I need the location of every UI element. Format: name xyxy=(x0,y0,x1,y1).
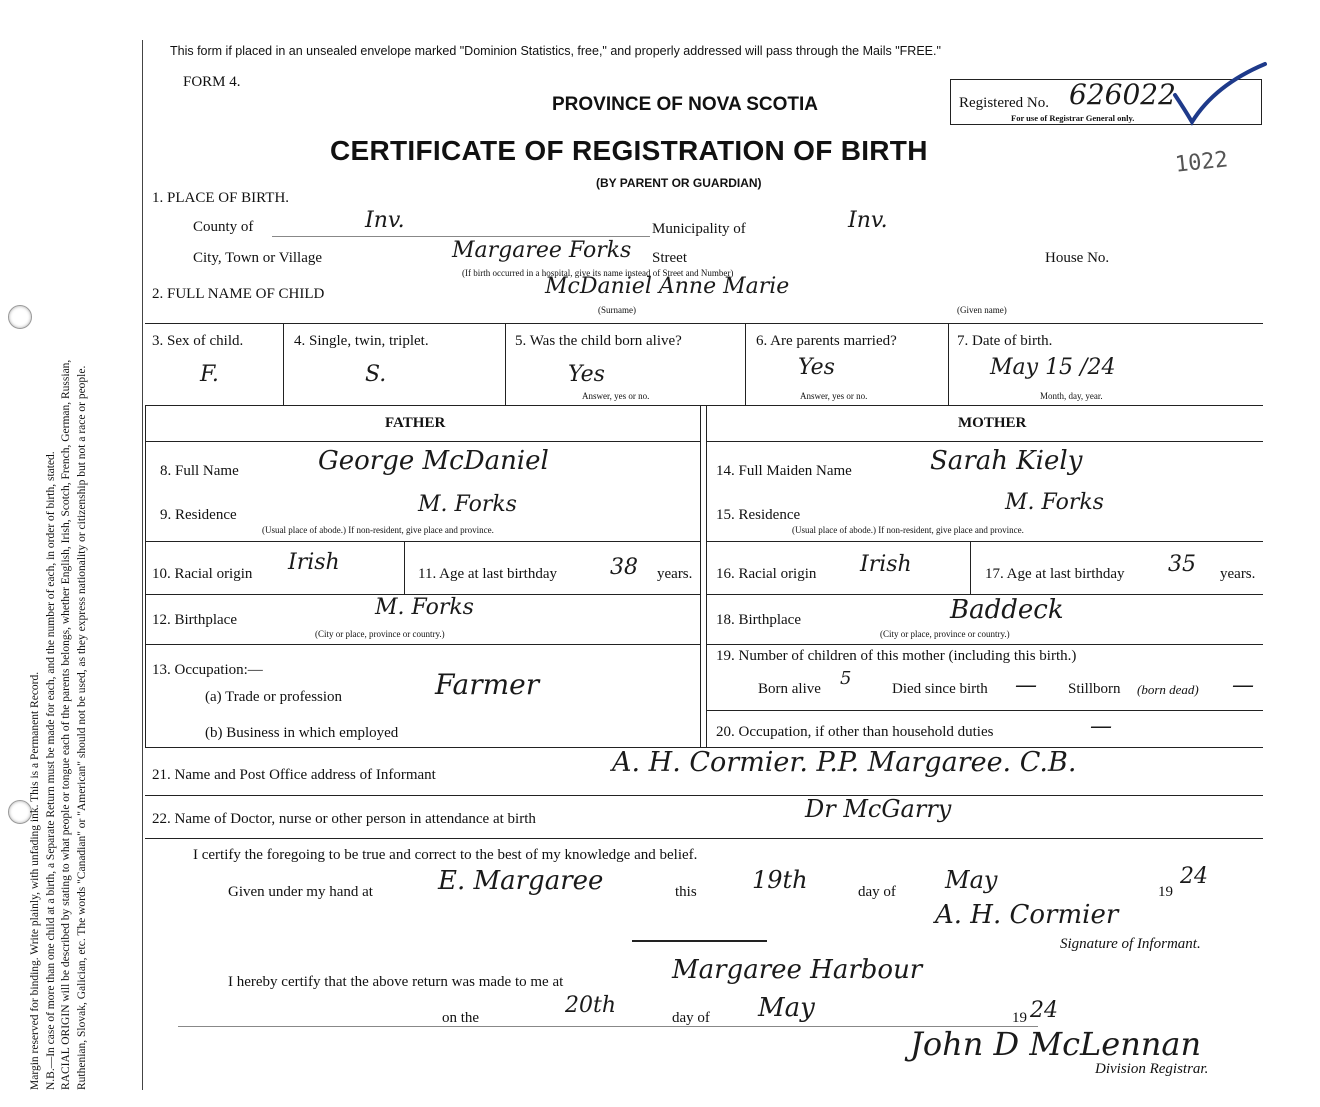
informant-label: 21. Name and Post Office address of Informant xyxy=(152,767,436,783)
father-trade-value: Farmer xyxy=(435,668,540,701)
father-age-value: 38 xyxy=(610,555,638,580)
sex-value: F. xyxy=(200,362,219,387)
doctor-label: 22. Name of Doctor, nurse or other person in attendance at birth xyxy=(152,811,536,827)
mother-name-label: 14. Full Maiden Name xyxy=(716,463,852,479)
side-notes xyxy=(28,50,90,1090)
registrar-year-value: 24 xyxy=(1030,998,1058,1023)
certification-statement: I certify the foregoing to be true and correct to the best of my knowledge and belief. xyxy=(193,847,698,863)
city-label: City, Town or Village xyxy=(193,250,323,266)
dob-label: 7. Date of birth. xyxy=(957,333,1053,349)
dob-value: May 15 /24 xyxy=(990,355,1116,380)
father-birthplace-value: M. Forks xyxy=(375,595,474,620)
signature-of-informant-label: Signature of Informant. xyxy=(1060,936,1201,952)
mother-age-label: 17. Age at last birthday xyxy=(985,566,1125,582)
doctor-value: Dr McGarry xyxy=(805,795,952,823)
given-place-value: E. Margaree xyxy=(438,866,604,896)
father-residence-note: (Usual place of abode.) If non-resident, give place and province. xyxy=(262,525,494,535)
stillborn-label: Stillborn xyxy=(1068,681,1121,697)
informant-signature: A. H. Cormier xyxy=(935,900,1119,930)
father-years-label: years. xyxy=(657,566,693,582)
registrar-signature: John D McLennan xyxy=(910,1025,1202,1063)
registrar-statement: I hereby certify that the above return was made to me at xyxy=(228,974,564,990)
margin-rule xyxy=(142,40,143,1090)
father-name-value: George McDaniel xyxy=(318,446,549,476)
mail-notice: This form if placed in an unsealed envelope marked "Dominion Statistics, free," and properly addressed will pass through the Mails "FREE." xyxy=(170,44,941,58)
given-under-label: Given under my hand at xyxy=(228,884,373,900)
registrar-day-value: 20th xyxy=(565,993,617,1018)
side-note-4: Ruthenian, Slovak, Galician, etc. The words "Canadian" or "American" should not be used, as they express nationality or citizenship but not a race or people. xyxy=(75,365,88,1090)
given-day-value: 19th xyxy=(752,866,808,894)
registrar-use-note: For use of Registrar General only. xyxy=(1011,113,1135,123)
married-note: Answer, yes or no. xyxy=(800,391,868,401)
born-alive-count-label: Born alive xyxy=(758,681,821,697)
municipality-value: Inv. xyxy=(848,208,888,233)
form-number: FORM 4. xyxy=(183,74,241,90)
child-name-label: 2. FULL NAME OF CHILD xyxy=(152,286,325,302)
father-heading: FATHER xyxy=(385,415,446,431)
registered-value: 626022 xyxy=(1069,78,1176,111)
father-name-label: 8. Full Name xyxy=(160,463,239,479)
mother-age-value: 35 xyxy=(1168,552,1196,577)
registrar-year-prefix: 19 xyxy=(1012,1010,1027,1026)
mother-heading: MOTHER xyxy=(958,415,1027,431)
this-label: this xyxy=(675,884,697,900)
father-residence-value: M. Forks xyxy=(418,492,517,517)
stillborn-note: (born dead) xyxy=(1137,682,1199,697)
mother-racial-value: Irish xyxy=(860,552,912,577)
mother-residence-label: 15. Residence xyxy=(716,507,801,523)
certificate-title: CERTIFICATE OF REGISTRATION OF BIRTH xyxy=(330,135,928,166)
died-value: — xyxy=(1015,673,1037,698)
father-age-label: 11. Age at last birthday xyxy=(418,566,557,582)
born-alive-count-value: 5 xyxy=(840,668,852,689)
county-label: County of xyxy=(193,219,254,235)
father-racial-value: Irish xyxy=(288,550,340,575)
surname-note: (Surname) xyxy=(598,305,636,315)
father-residence-label: 9. Residence xyxy=(160,507,237,523)
place-of-birth-heading: 1. PLACE OF BIRTH. xyxy=(152,190,290,206)
side-note-1: Margin reserved for binding. Write plainly, with unfading ink. This is a Permanent Record. xyxy=(29,671,41,1090)
plurality-value: S. xyxy=(365,362,387,387)
given-day-of-label: day of xyxy=(858,884,896,900)
registrar-place-value: Margaree Harbour xyxy=(672,955,923,985)
plurality-label: 4. Single, twin, triplet. xyxy=(294,333,429,349)
mother-children-label: 19. Number of children of this mother (including this birth.) xyxy=(716,648,1077,664)
registrar-on-label: on the xyxy=(442,1010,480,1026)
given-year-prefix: 19 xyxy=(1158,884,1173,900)
mother-name-value: Sarah Kiely xyxy=(930,446,1083,476)
informant-value: A. H. Cormier. P.P. Margaree. C.B. xyxy=(612,747,1077,778)
mother-birthplace-label: 18. Birthplace xyxy=(716,612,801,628)
mother-occupation-value: — xyxy=(1090,714,1112,739)
county-value: Inv. xyxy=(365,208,405,233)
father-birthplace-note: (City or place, province or country.) xyxy=(315,629,445,639)
born-alive-value: Yes xyxy=(568,362,605,387)
hospital-note: (If birth occurred in a hospital, give its name instead of Street and Number) xyxy=(462,268,734,278)
municipality-label: Municipality of xyxy=(652,221,746,237)
side-note-2: N.B.—In case of more than one child at a birth, a Separate Return must be made for each, and the number of each, in order of birth, stated. xyxy=(44,451,57,1090)
father-occupation-label: 13. Occupation:— xyxy=(152,662,263,678)
side-note-3: RACIAL ORIGIN will be described by stating to what people or tongue each of the parents belongs, whether English, Irish, Scotch, French, German, Russian, xyxy=(60,359,72,1090)
division-registrar-label: Division Registrar. xyxy=(1095,1061,1209,1077)
father-trade-label: (a) Trade or profession xyxy=(205,689,343,705)
died-label: Died since birth xyxy=(892,681,988,697)
born-alive-label: 5. Was the child born alive? xyxy=(515,333,682,349)
mother-residence-note: (Usual place of abode.) If non-resident, give place and province. xyxy=(792,525,1024,535)
mother-birthplace-note: (City or place, province or country.) xyxy=(880,629,1010,639)
mother-occupation-label: 20. Occupation, if other than household duties xyxy=(716,724,994,740)
stamp-number: 1022 xyxy=(1173,147,1230,178)
registrar-month-value: May xyxy=(758,993,815,1023)
child-name-value: McDaniel Anne Marie xyxy=(545,274,790,299)
married-label: 6. Are parents married? xyxy=(756,333,897,349)
given-name-note: (Given name) xyxy=(957,305,1007,315)
mother-residence-value: M. Forks xyxy=(1005,490,1104,515)
father-business-label: (b) Business in which employed xyxy=(205,725,399,741)
mother-racial-label: 16. Racial origin xyxy=(716,566,817,582)
given-month-value: May xyxy=(945,866,998,894)
mother-birthplace-value: Baddeck xyxy=(950,595,1064,625)
stillborn-value: — xyxy=(1232,673,1254,698)
registrar-day-of-label: day of xyxy=(672,1010,710,1026)
house-label: House No. xyxy=(1045,250,1110,266)
dob-note: Month, day, year. xyxy=(1040,391,1103,401)
street-label: Street xyxy=(652,250,687,266)
given-year-value: 24 xyxy=(1180,864,1208,889)
married-value: Yes xyxy=(798,355,835,380)
father-racial-label: 10. Racial origin xyxy=(152,566,253,582)
certificate-subtitle: (BY PARENT OR GUARDIAN) xyxy=(596,176,762,190)
province-heading: PROVINCE OF NOVA SCOTIA xyxy=(552,94,819,115)
born-alive-note: Answer, yes or no. xyxy=(582,391,650,401)
father-birthplace-label: 12. Birthplace xyxy=(152,612,237,628)
city-value: Margaree Forks xyxy=(452,238,632,263)
mother-years-label: years. xyxy=(1220,566,1256,582)
checkmark-icon xyxy=(1170,60,1270,130)
registered-label: Registered No. xyxy=(959,95,1049,111)
sex-label: 3. Sex of child. xyxy=(152,333,244,349)
